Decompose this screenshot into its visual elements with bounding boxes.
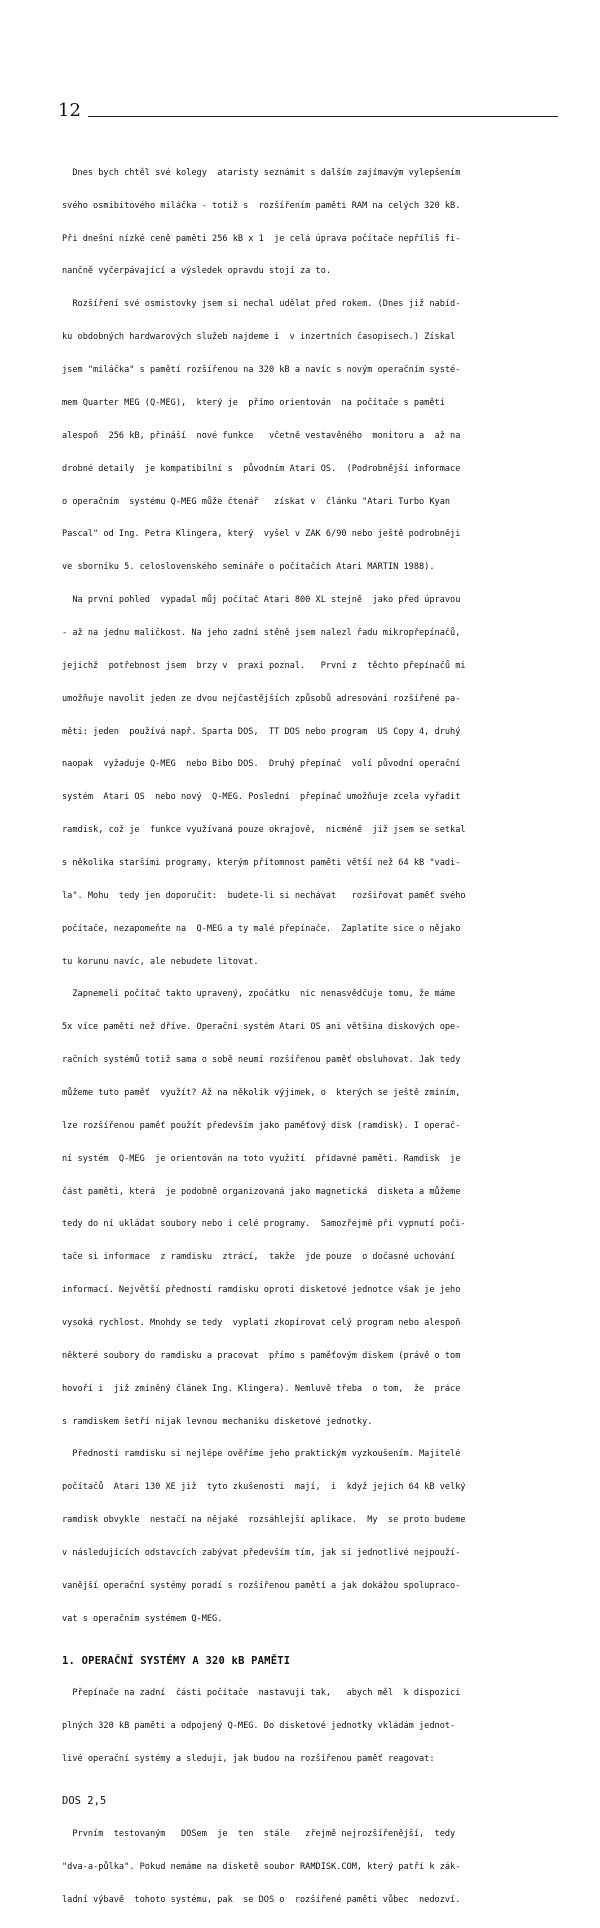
text-line: ramdisk obvykle nestačí na nějaké rozsáhlejší aplikace. My se proto budeme [62, 1515, 466, 1526]
text-line: v následujících odstavcích zabývat především tím, jak si jednotlivé nejpouží- [62, 1548, 461, 1558]
text-line: Při dnešní nízké ceně paměti 256 kB x 1 je celá úprava počítače nepříliš fi- [62, 233, 461, 244]
text-line: Rozšíření své osmistovky jsem si nechal udělat před rokem. (Dnes již nabíd- [62, 299, 461, 310]
text-line: mem Quarter MEG (Q-MEG), který je přímo orientován na počítače s pamětí [62, 397, 445, 408]
text-line: Na první pohled vypadal můj počítač Atari 800 XL stejně jako před úpravou [62, 595, 461, 606]
text-line: měti: jeden používá např. Sparta DOS, TT DOS nebo program US Copy 4, druhý [62, 726, 461, 737]
text-line: Pascal" od Ing. Petra Klingera, který vyšel v ZAK 6/90 nebo ještě podrobněji [62, 529, 461, 540]
text-line: můžeme tuto paměť využít? Až na několik výjimek, o kterých se ještě zmíním, [62, 1087, 461, 1098]
text-line: ku obdobných hardwarových služeb najdeme i v inzertních časopisech.) Získal [62, 332, 456, 343]
section-heading: 1. OPERAČNÍ SYSTÉMY A 320 kB PAMĚTI [62, 1654, 291, 1667]
text-line: ladní výbavě tohoto systému, pak se DOS o rozšířené paměti vůbec nedozví. [62, 1894, 461, 1905]
header-rule [88, 116, 558, 117]
spacer [62, 1647, 558, 1655]
text-line: Přepínače na zadní části počítače nastavuji tak, abych měl k dispozici [62, 1688, 461, 1699]
text-line: ramdisk, což je funkce využívaná pouze okrajově, nicméně již jsem se setkal [62, 825, 466, 836]
text-column [62, 146, 558, 1928]
section-text [62, 1667, 558, 1787]
text-line: lze rozšířenou paměť použít především jako paměťový disk (ramdisk). I operač- [62, 1120, 461, 1131]
text-line: "dva-a-půlka". Pokud nemáme na disketě soubor RAMDISK.COM, který patří k zák- [62, 1861, 461, 1872]
text-line: vanější operační systémy poradí s rozšířenou pamětí a jak dokážou spolupraco- [62, 1580, 461, 1591]
text-line: ní systém Q-MEG je orientován na toto využití přídavné paměti. Ramdisk je [62, 1153, 461, 1164]
text-line: počítačů Atari 130 XE již tyto zkušenosti mají, i když jejich 64 kB velký [62, 1482, 466, 1493]
text-line: Dnes bych chtěl své kolegy ataristy seznámit s dalším zajímavým vylepšením [62, 167, 461, 178]
text-line: jejichž potřebnost jsem brzy v praxi poznal. První z těchto přepínačů mi [62, 660, 466, 671]
spacer [62, 1787, 558, 1795]
text-line: vysoká rychlost. Mnohdy se tedy vyplatí zkopírovat celý program nebo alespoň [62, 1317, 461, 1328]
text-line: hovoří i již zmíněný článek Ing. Klingera). Nemluvě třeba o tom, že práce [62, 1383, 461, 1394]
text-line: některé soubory do ramdisku a pracovat přímo s paměťovým diskem (právě o tom [62, 1350, 461, 1361]
text-line: drobné detaily je kompatibilní s původním Atari OS. (Podrobnější informace [62, 463, 461, 474]
text-line: la". Mohu tedy jen doporučit: budete-li si nechávat rozšiřovat paměť svého [62, 890, 466, 901]
text-line: informací. Největší předností ramdisku oproti disketové jednotce však je jeho [62, 1285, 461, 1296]
text-line: alespoň 256 kB, přináší nové funkce včetně vestavěného monitoru a až na [62, 430, 461, 441]
text-line: - až na jednu maličkost. Na jeho zadní stěně jsem nalezl řadu mikropřepínačů, [62, 627, 461, 638]
page-header [58, 100, 558, 124]
text-line: o operačním systému Q-MEG může čtenář získat v článku "Atari Turbo Kyan [62, 496, 451, 507]
text-line: počítače, nezapomeňte na Q-MEG a ty malé přepínače. Zaplatíte sice o nějako [62, 923, 461, 934]
text-line: část paměti, která je podobně organizovaná jako magnetická disketa a můžeme [62, 1186, 461, 1197]
text-line: vat s operačním systémem Q-MEG. [62, 1613, 223, 1624]
text-line: tedy do ní ukládat soubory nebo i celé programy. Samozřejmě při vypnutí poči- [62, 1219, 466, 1230]
subsection-heading: DOS 2,5 [62, 1795, 107, 1808]
text-line: jsem "miláčka" s pamětí rozšířenou na 320 kB a navíc s novým operačním systé- [62, 365, 461, 376]
text-line: s několika staršími programy, kterým přítomnost paměti větší než 64 kB "vadi- [62, 857, 461, 868]
text-line: tu korunu navíc, ale nebudete litovat. [62, 956, 259, 967]
text-line: 5x více paměti než dříve. Operační systém Atari OS ani většina diskových ope- [62, 1022, 461, 1033]
text-line: Zapnemeli počítač takto upravený, zpočátku nic nenasvědčuje tomu, že máme [62, 989, 456, 1000]
text-line: plných 320 kB paměti a odpojený Q-MEG. Do disketové jednotky vkládám jednot- [62, 1721, 456, 1732]
intro-text [62, 146, 558, 1647]
text-line: ve sborníku 5. celoslovenského semináře o počítačích Atari MARTIN 1988). [62, 562, 435, 573]
text-line: umožňuje navolit jeden ze dvou nejčastějších způsobů adresování rozšířené pa- [62, 693, 461, 704]
text-line: nančně vyčerpávající a výsledek opravdu stojí za to. [62, 266, 332, 277]
text-line: tače si informace z ramdisku ztrácí, takže jde pouze o dočasné uchování [62, 1252, 456, 1263]
text-line: livé operační systémy a sleduji, jak budou na rozšířenou paměť reagovat: [62, 1754, 435, 1765]
page-number: 12 [58, 100, 81, 121]
text-line: naopak vyžaduje Q-MEG nebo Bibo DOS. Druhý přepínač volí původní operační [62, 759, 461, 770]
subsection-text [62, 1807, 558, 1927]
text-line: Prvním testovaným DOSem je ten stále zřejmě nejrozšířenější, tedy [62, 1828, 456, 1839]
text-line: svého osmibitového miláčka - totiž s rozšířením paměti RAM na celých 320 kB. [62, 200, 461, 211]
text-line: račních systémů totiž sama o sobě neumí rozšířenou paměť obsluhovat. Jak tedy [62, 1055, 461, 1066]
text-line: systém Atari OS nebo nový Q-MEG. Poslední přepínač umožňuje zcela vyřadit [62, 792, 461, 803]
text-line: s ramdiskem šetří nijak levnou mechaniku disketové jednotky. [62, 1416, 373, 1427]
text-line: Předností ramdisku si nejlépe ověříme jeho praktickým vyzkoušením. Majitelé [62, 1449, 461, 1460]
